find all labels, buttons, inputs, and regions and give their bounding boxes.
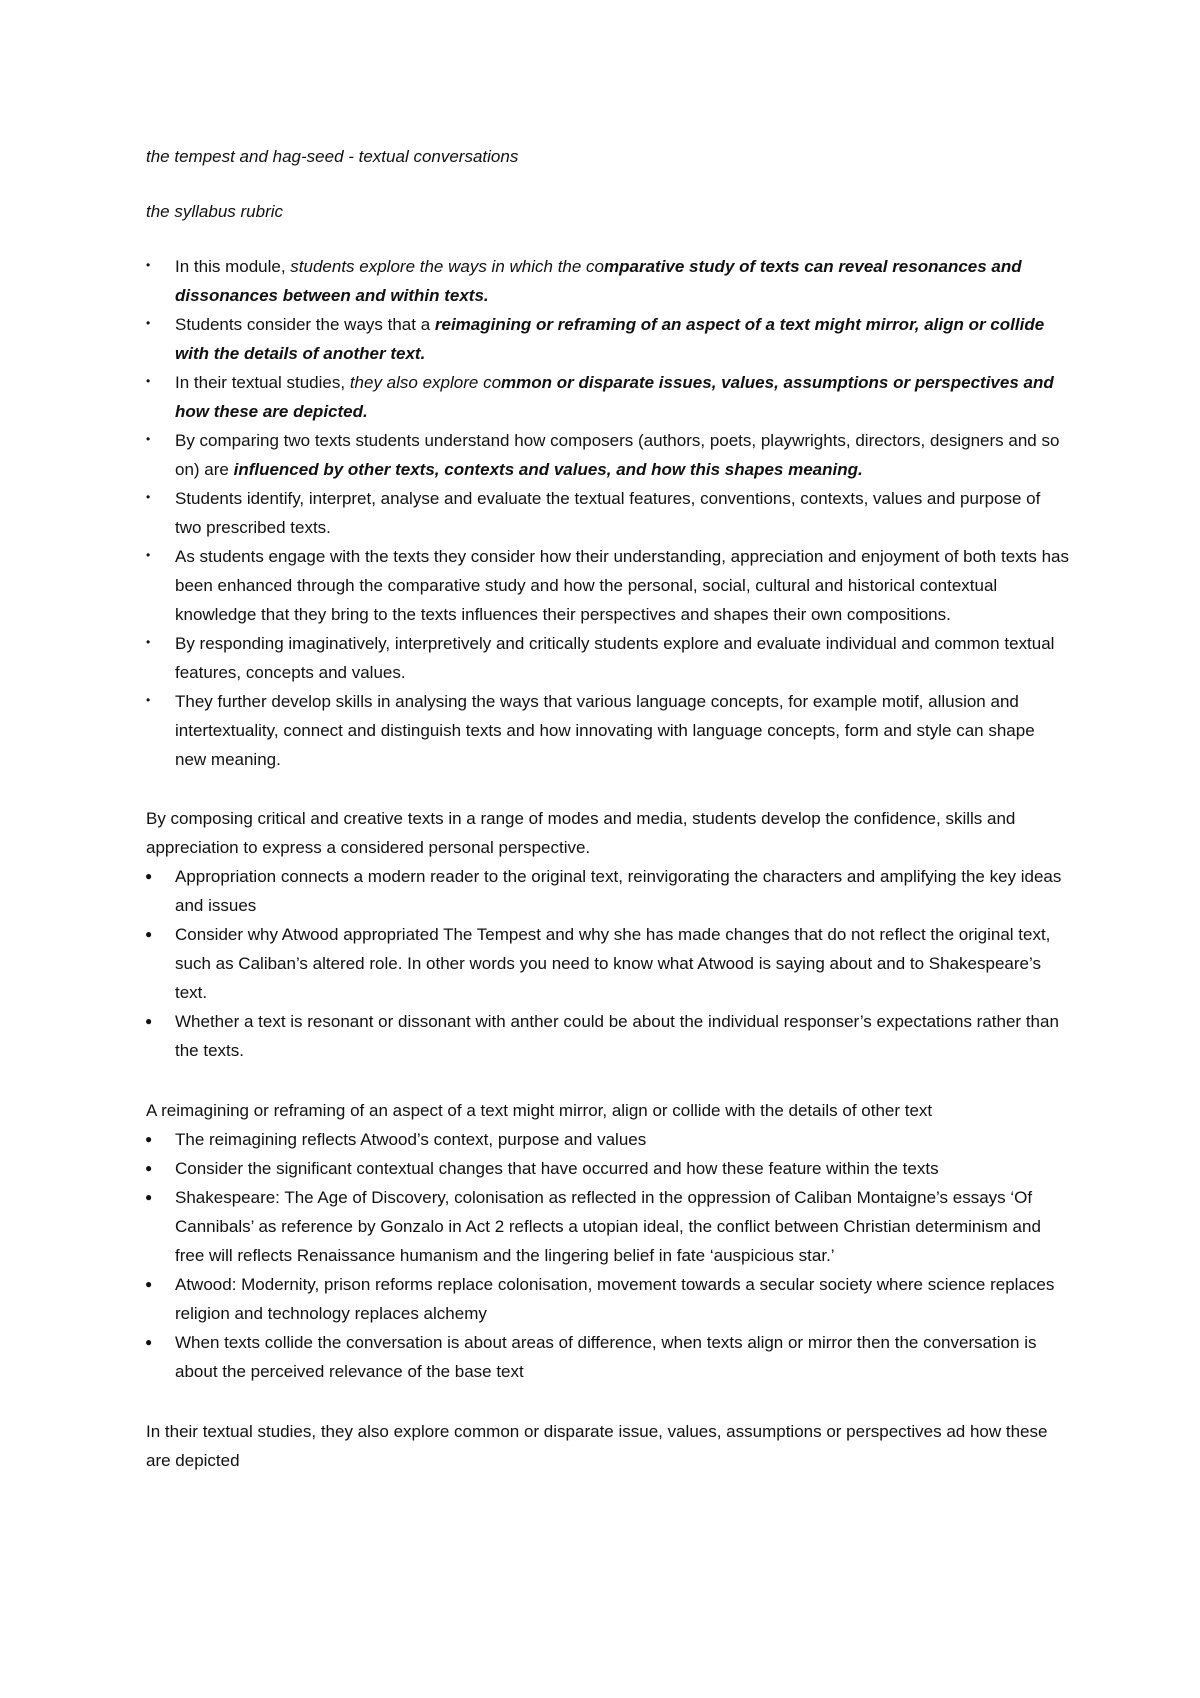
rubric-item: • In their textual studies, they also explore common or disparate issues, values, assumptions or perspectives and how these are depicted. [146, 368, 1070, 426]
section3-intro: In their textual studies, they also explore common or disparate issue, values, assumptions or perspectives ad how these are depicted [146, 1422, 1048, 1470]
list-item: ● The reimagining reflects Atwood’s context, purpose and values [146, 1125, 1070, 1154]
list-item: ● Consider why Atwood appropriated The Tempest and why she has made changes that do not reflect the original text, such as Caliban’s altered role. In other words you need to know what Atwood is saying about and to Shakespeare’s text. [146, 920, 1070, 1007]
list-item: ● Atwood: Modernity, prison reforms replace colonisation, movement towards a secular society where science replaces religion and technology replaces alchemy [146, 1270, 1070, 1328]
rubric-list [146, 252, 1070, 774]
rubric-item: • In this module, students explore the ways in which the comparative study of texts can reveal resonances and dissonances between and within texts. [146, 252, 1070, 310]
rubric-item: • By responding imaginatively, interpretively and critically students explore and evaluate individual and common textual features, concepts and values. [146, 629, 1070, 687]
section2-intro: A reimagining or reframing of an aspect of a text might mirror, align or collide with the details of other text [146, 1101, 933, 1120]
document-subtitle: the syllabus rubric [146, 202, 284, 221]
section2-list [146, 1125, 1070, 1386]
list-item: ● When texts collide the conversation is about areas of difference, when texts align or mirror then the conversation is about the perceived relevance of the base text [146, 1328, 1070, 1386]
list-item: ● Consider the significant contextual changes that have occurred and how these feature within the texts [146, 1154, 1070, 1183]
list-item: ● Shakespeare: The Age of Discovery, colonisation as reflected in the oppression of Caliban Montaigne’s essays ‘Of Cannibals’ as reference by Gonzalo in Act 2 reflects a utopian ideal, the conflict between Christian determinism and free will reflects Renaissance humanism and the lingering belief in fate ‘auspicious star.’ [146, 1183, 1070, 1270]
rubric-item: • Students consider the ways that a reimagining or reframing of an aspect of a text might mirror, align or collide with the details of another text. [146, 310, 1070, 368]
rubric-item: • Students identify, interpret, analyse and evaluate the textual features, conventions, contexts, values and purpose of two prescribed texts. [146, 484, 1070, 542]
section1-list [146, 862, 1070, 1065]
rubric-item: • By comparing two texts students understand how composers (authors, poets, playwrights, directors, designers and so on) are influenced by other texts, contexts and values, and how this shapes meaning. [146, 426, 1070, 484]
rubric-item: • As students engage with the texts they consider how their understanding, appreciation and enjoyment of both texts has been enhanced through the comparative study and how the personal, social, cultural and historical contextual knowledge that they bring to the texts influences their perspectives and shapes their own compositions. [146, 542, 1070, 629]
section1-intro: By composing critical and creative texts in a range of modes and media, students develop the confidence, skills and appreciation to express a considered personal perspective. [146, 809, 1016, 857]
list-item: ● Appropriation connects a modern reader to the original text, reinvigorating the characters and amplifying the key ideas and issues [146, 862, 1070, 920]
list-item: ● Whether a text is resonant or dissonant with anther could be about the individual responser’s expectations rather than the texts. [146, 1007, 1070, 1065]
rubric-item: • They further develop skills in analysing the ways that various language concepts, for example motif, allusion and intertextuality, connect and distinguish texts and how innovating with language concepts, form and style can shape new meaning. [146, 687, 1070, 774]
document-title: the tempest and hag-seed - textual conversations [146, 147, 519, 166]
